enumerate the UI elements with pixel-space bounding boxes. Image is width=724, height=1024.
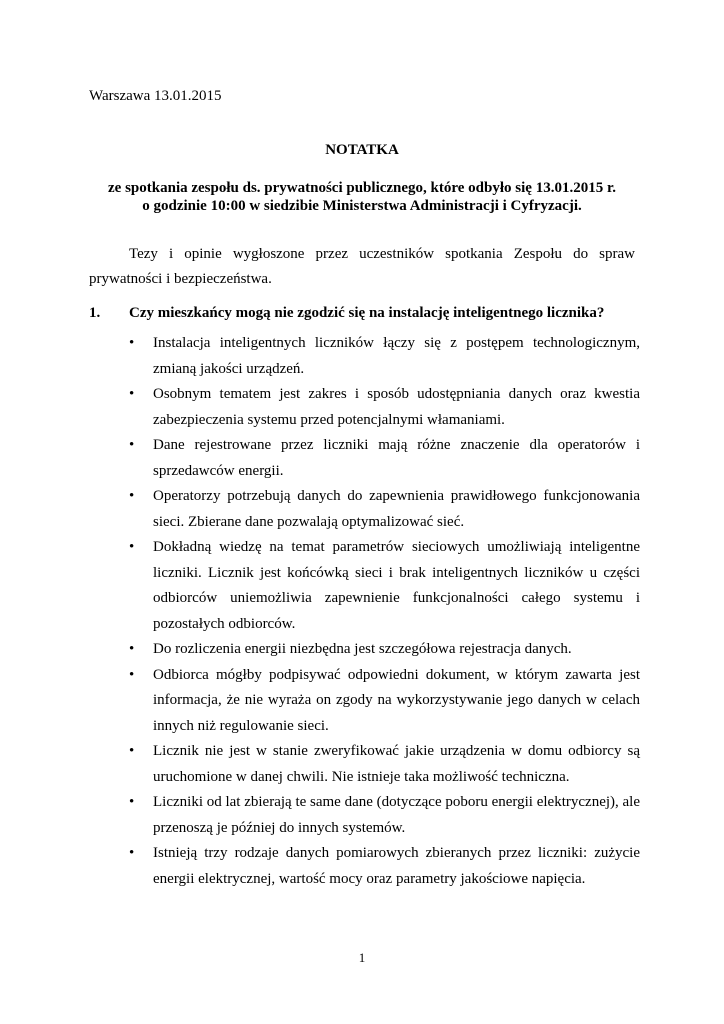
document-subtitle xyxy=(89,179,635,215)
list-item-text: Operatorzy potrzebują danych do zapewnienia prawidłowego funkcjonowania sieci. Zbierane dane pozwalają optymalizować sieć. xyxy=(153,488,640,530)
list-item xyxy=(129,331,640,382)
bullet-list xyxy=(129,331,640,892)
bullet-icon: • xyxy=(129,794,135,810)
list-item-text: Istnieją trzy rodzaje danych pomiarowych zbieranych przez liczniki: zużycie energii elektrycznej, wartość mocy oraz parametry jakościowe napięcia. xyxy=(153,845,640,887)
list-item xyxy=(129,663,640,740)
list-item xyxy=(129,433,640,484)
list-item xyxy=(129,637,640,663)
page-number: 1 xyxy=(358,950,366,965)
list-item-text: Odbiorca mógłby podpisywać odpowiedni dokument, w którym zawarta jest informacja, że nie wyraża on zgody na wykorzystywanie jego danych w celach innych niż regulowanie sieci. xyxy=(153,666,640,734)
section-heading xyxy=(89,305,635,322)
list-item-text: Instalacja inteligentnych liczników łączy się z postępem technologicznym, zmianą jakości urządzeń. xyxy=(153,335,640,377)
bullet-icon: • xyxy=(129,386,135,402)
list-item-text: Dane rejestrowane przez liczniki mają różne znaczenie dla operatorów i sprzedawców energii. xyxy=(153,437,640,479)
list-item xyxy=(129,739,640,790)
bullet-icon: • xyxy=(129,845,135,861)
list-item-text: Dokładną wiedzę na temat parametrów sieciowych umożliwiają inteligentne liczniki. Licznik jest końcówką sieci i brak inteligentnych liczników u części odbiorców uniemożliwia zapewnienie funkcjonalności całego systemu i pozostałych odbiorców. xyxy=(153,539,640,632)
list-item xyxy=(129,382,640,433)
bullet-icon: • xyxy=(129,539,135,555)
list-item-text: Do rozliczenia energii niezbędna jest szczegółowa rejestracja danych. xyxy=(153,641,572,657)
bullet-icon: • xyxy=(129,488,135,504)
list-item xyxy=(129,841,640,892)
list-item-text: Licznik nie jest w stanie zweryfikować jakie urządzenia w domu odbiorcy są uruchomione w danej chwili. Nie istnieje taka możliwość techniczna. xyxy=(153,743,640,785)
bullet-icon: • xyxy=(129,666,135,683)
list-item-text: Osobnym tematem jest zakres i sposób udostępniania danych oraz kwestia zabezpieczenia systemu przed potencjalnymi włamaniami. xyxy=(153,386,640,428)
subtitle-line-2: o godzinie 10:00 w siedzibie Ministerstwa Administracji i Cyfryzacji. xyxy=(142,198,582,214)
section-number: 1. xyxy=(89,305,101,321)
place-date: Warszawa 13.01.2015 xyxy=(89,88,222,104)
section-heading-text: Czy mieszkańcy mogą nie zgodzić się na instalację inteligentnego licznika? xyxy=(129,305,605,321)
list-item xyxy=(129,790,640,841)
list-item xyxy=(129,484,640,535)
document-title: NOTATKA xyxy=(325,142,399,158)
bullet-icon: • xyxy=(129,335,135,351)
bullet-icon: • xyxy=(129,641,135,657)
bullet-icon: • xyxy=(129,437,135,453)
list-item xyxy=(129,535,640,637)
intro-paragraph: Tezy i opinie wygłoszone przez uczestników spotkania Zespołu do spraw prywatności i bezpieczeństwa. xyxy=(89,246,635,287)
list-item-text: Liczniki od lat zbierają te same dane (dotyczące poboru energii elektrycznej), ale przenoszą je później do innych systemów. xyxy=(153,794,640,836)
bullet-icon: • xyxy=(129,743,135,759)
subtitle-line-1: ze spotkania zespołu ds. prywatności publicznego, które odbyło się 13.01.2015 r. xyxy=(108,180,616,196)
